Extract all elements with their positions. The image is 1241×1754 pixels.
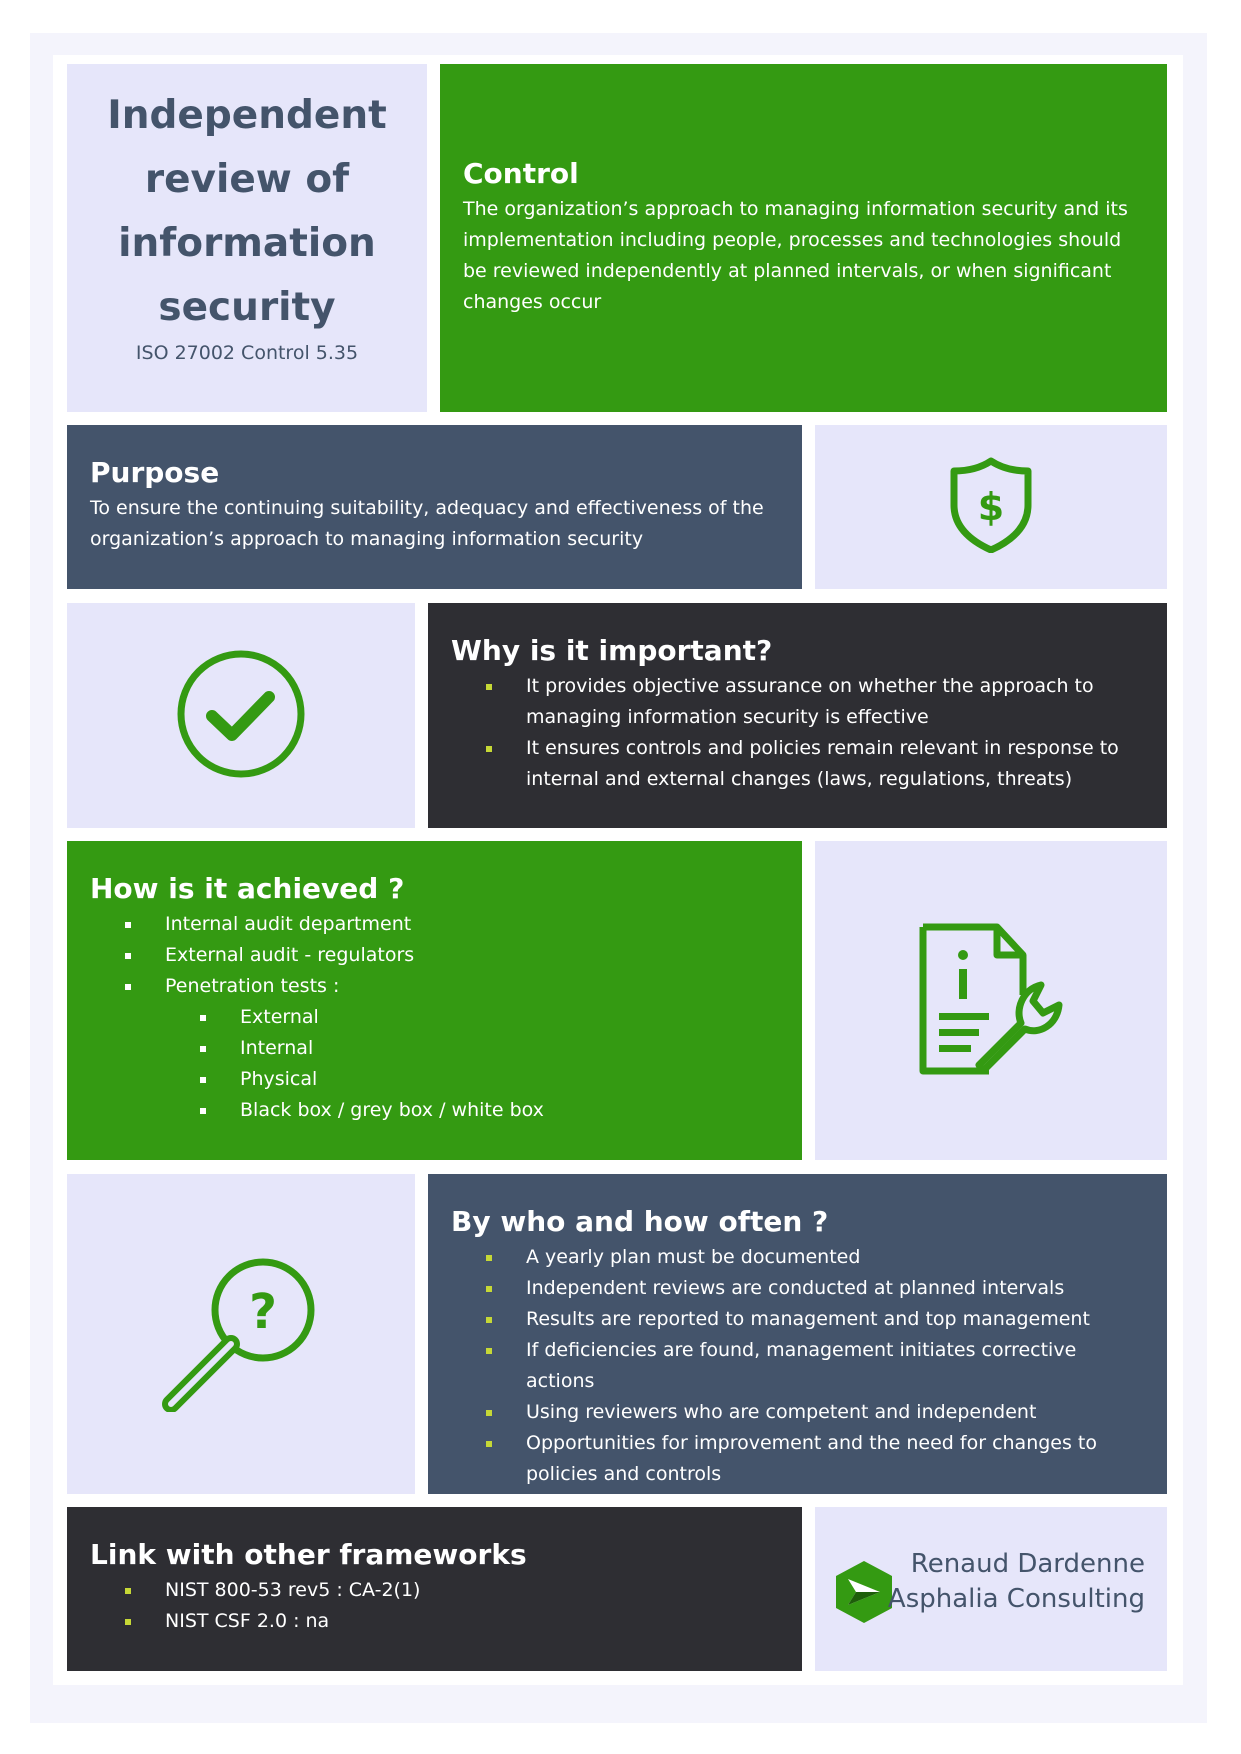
title-card [67,64,427,412]
page-title: Independent review of information security [107,93,387,330]
why-list [451,671,1137,795]
list-item: Results are reported to management and top management [526,1304,1147,1335]
how-list [90,909,772,1002]
list-item: Opportunities for improvement and the need for changes to policies and controls [526,1428,1147,1490]
purpose-icon-card [815,425,1167,589]
list-item: External audit - regulators [165,940,772,971]
list-item: If deficiencies are found, management initiates corrective actions [526,1335,1147,1397]
list-item: Black box / grey box / white box [240,1095,772,1126]
purpose-heading: Purpose [90,456,220,489]
author-card [815,1507,1167,1671]
control-heading: Control [463,157,579,190]
list-item: Internal [240,1033,772,1064]
control-card [440,64,1167,412]
how-sublist [90,1002,772,1126]
magnifier-question-icon [161,1252,321,1416]
control-text: The organization’s approach to managing information security and its implementation including people, processes and technologies should be reviewed independently at planned intervals, or when significant changes occur [463,198,1128,313]
how-card [67,841,802,1160]
author-name: Renaud Dardenne [910,1549,1145,1579]
list-item: Independent reviews are conducted at planned intervals [526,1273,1147,1304]
list-item: Physical [240,1064,772,1095]
list-item: It ensures controls and policies remain relevant in response to internal and external changes (laws, regulations, threats) [526,733,1137,795]
list-item: Using reviewers who are competent and independent [526,1397,1147,1428]
list-item: A yearly plan must be documented [526,1242,1147,1273]
svg-text:?: ? [249,1284,277,1340]
why-heading: Why is it important? [451,634,773,667]
list-item: NIST 800-53 rev5 : CA-2(1) [165,1575,772,1606]
who-heading: By who and how often ? [451,1205,829,1238]
who-icon-card [67,1174,415,1494]
why-card [428,603,1167,828]
list-item: External [240,1002,772,1033]
author-company: Asphalia Consulting [887,1584,1145,1614]
link-card [67,1507,802,1671]
who-list [451,1242,1147,1490]
why-icon-card [67,603,415,828]
link-list [90,1575,772,1637]
list-item: It provides objective assurance on whether the approach to managing information security is effective [526,671,1137,733]
who-card [428,1174,1167,1494]
document-wrench-icon [911,919,1071,1083]
page-subtitle: ISO 27002 Control 5.35 [135,342,359,364]
how-heading: How is it achieved ? [90,872,405,905]
asphalia-logo-icon [834,1559,894,1629]
list-item: Penetration tests : [165,971,772,1002]
shield-dollar-icon [949,457,1033,557]
list-item: NIST CSF 2.0 : na [165,1606,772,1637]
link-heading: Link with other frameworks [90,1538,527,1571]
check-circle-icon [176,649,306,783]
how-icon-card [815,841,1167,1160]
list-item: Internal audit department [165,909,772,940]
svg-text:$: $ [977,485,1005,529]
purpose-text: To ensure the continuing suitability, adequacy and effectiveness of the organization’s approach to managing information security [90,497,764,550]
purpose-card [67,425,802,589]
